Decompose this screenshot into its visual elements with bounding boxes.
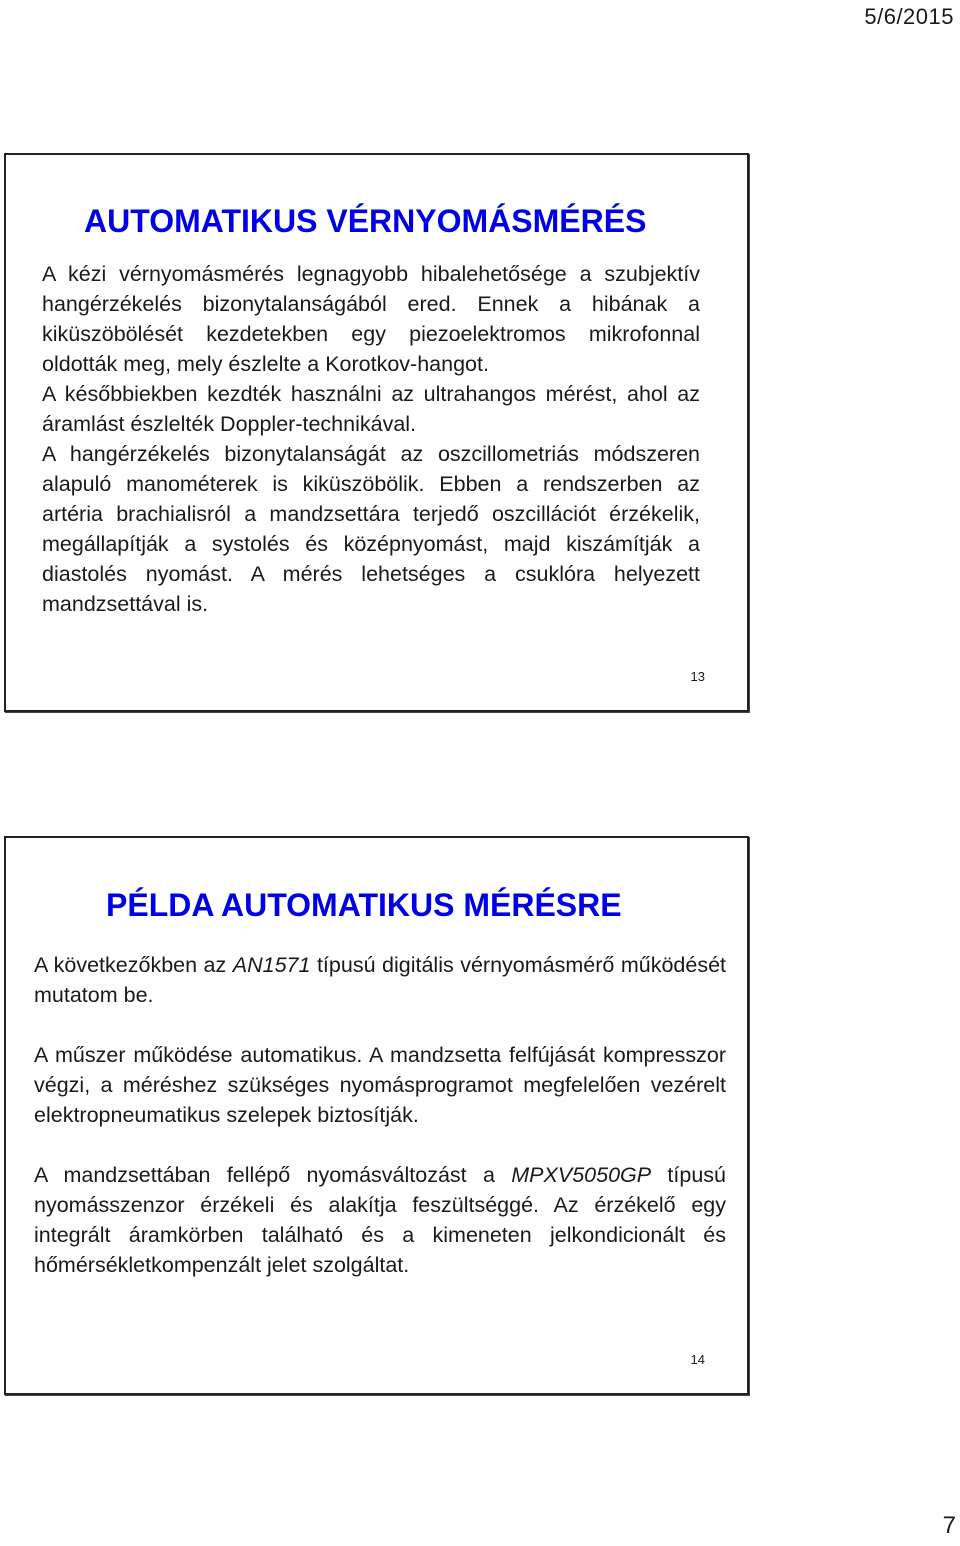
sensor-name: MPXV5050GP bbox=[511, 1163, 652, 1187]
slide-title: AUTOMATIKUS VÉRNYOMÁSMÉRÉS bbox=[84, 203, 647, 239]
paragraph bbox=[34, 950, 726, 1010]
paragraph: A hangérzékelés bizonytalanságát az oszcillometriás módszeren alapuló manométerek is kiküszöbölik. Ebben a rendszerben az artéria brachialisról a mandzsettára terjedő oszcillációt érzékelik, megállapítják a systolés és középnyomást, majd kiszámítják a diastolés nyomást. A mérés lehetséges a csuklóra helyezett mandzsettával is. bbox=[42, 442, 700, 616]
slide-body bbox=[34, 950, 726, 1280]
print-date: 5/6/2015 bbox=[864, 4, 954, 29]
slide-title: PÉLDA AUTOMATIKUS MÉRÉSRE bbox=[106, 887, 622, 923]
page-number: 7 bbox=[942, 1512, 956, 1539]
text-run: A mandzsettában fellépő nyomásváltozást a bbox=[34, 1163, 512, 1187]
paragraph: A kézi vérnyomásmérés legnagyobb hibalehetősége a szubjektív hangérzékelés bizonytalanságából ered. Ennek a hibának a kiküszöbölését kezdetekben egy piezoelektromos mikrofonnal oldották meg, mely észlelte a Korotkov-hangot. bbox=[42, 262, 700, 376]
text-run: típusú digitális vérnyomásmérő működését mutatom be. bbox=[34, 953, 726, 1007]
paragraph: A műszer működése automatikus. A mandzsetta felfújását kompresszor végzi, a méréshez szükséges nyomásprogramot megfelelően vezérelt elektropneumatikus szelepek biztosítják. bbox=[34, 1043, 726, 1127]
slide-number: 14 bbox=[690, 1352, 705, 1367]
slide-body bbox=[42, 259, 700, 619]
paragraph bbox=[34, 1160, 726, 1280]
model-name: AN1571 bbox=[232, 953, 311, 977]
slide-13 bbox=[4, 153, 749, 712]
paragraph: A későbbiekben kezdték használni az ultrahangos mérést, ahol az áramlást észlelték Doppler-technikával. bbox=[42, 382, 700, 436]
slide-number: 13 bbox=[690, 669, 705, 684]
text-run: típusú nyomásszenzor érzékeli és alakítja feszültséggé. Az érzékelő egy integrált áramkörben található és a kimeneten jelkondicionált és hőmérsékletkompenzált jelet szolgáltat. bbox=[34, 1163, 726, 1277]
text-run: A következőkben az bbox=[34, 953, 233, 977]
slide-14 bbox=[4, 836, 749, 1395]
